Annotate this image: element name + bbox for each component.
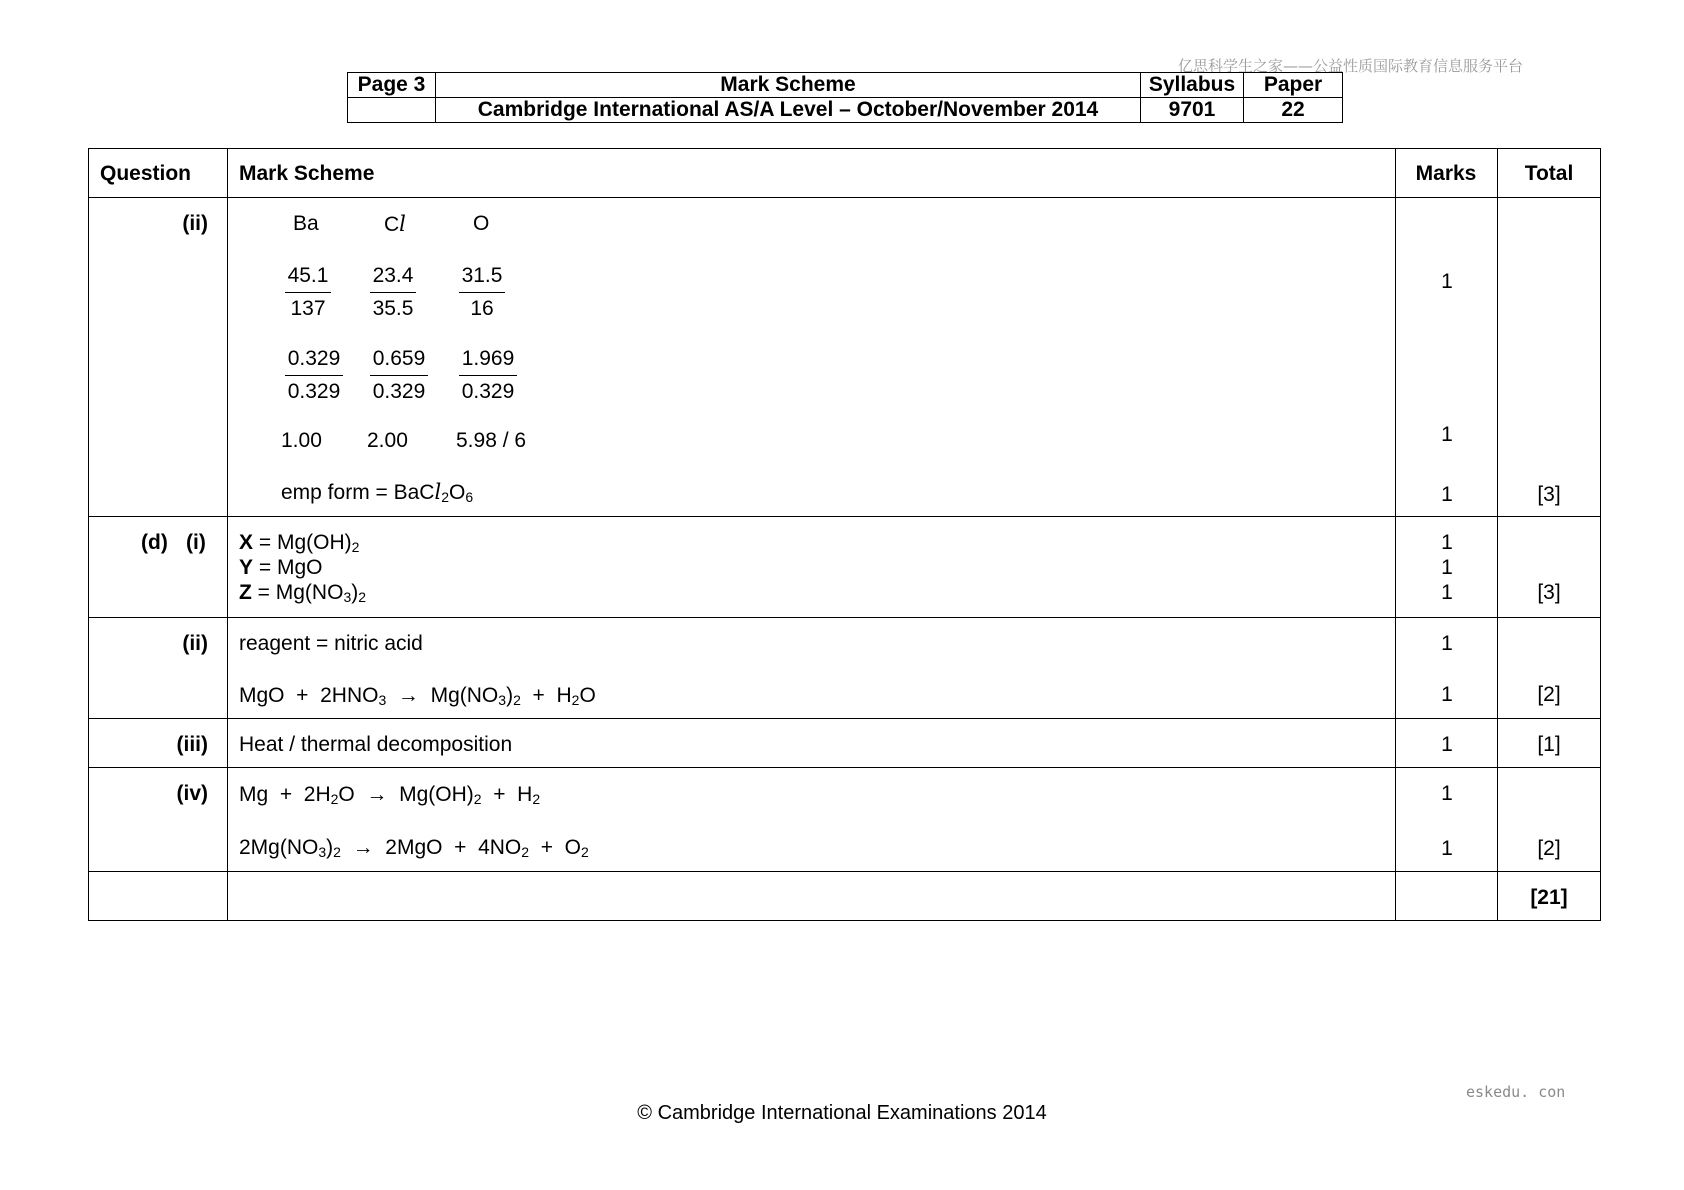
column-divider bbox=[227, 148, 228, 921]
column-header-mark-scheme: Mark Scheme bbox=[239, 162, 375, 185]
row-divider bbox=[88, 718, 1601, 719]
row-divider bbox=[88, 617, 1601, 618]
column-divider bbox=[1395, 148, 1396, 921]
syllabus-code: 9701 bbox=[1141, 98, 1244, 123]
exam-session: Cambridge International AS/A Level – October/November 2014 bbox=[436, 98, 1141, 123]
column-header-question: Question bbox=[100, 162, 192, 185]
question-label: (iii) bbox=[176, 733, 208, 756]
fraction-o-mass: $\frac{31.5}{16}$ bbox=[459, 264, 505, 321]
ratio-cl: 2.00 bbox=[367, 429, 408, 452]
mark: 1 bbox=[1441, 483, 1453, 506]
mark: 1 bbox=[1441, 531, 1453, 554]
watermark-bottom: eskedu. con bbox=[1466, 1083, 1566, 1101]
fraction-ba-moles: $\frac{0.329}{0.329}$ bbox=[285, 347, 343, 404]
ratio-o: 5.98 / 6 bbox=[456, 429, 527, 452]
mark: 1 bbox=[1441, 632, 1453, 655]
paper-label: Paper bbox=[1244, 73, 1343, 98]
fraction-o-moles: $\frac{1.969}{0.329}$ bbox=[459, 347, 517, 404]
column-header-marks: Marks bbox=[1415, 162, 1477, 185]
page-number: Page 3 bbox=[348, 73, 436, 98]
column-divider bbox=[1497, 148, 1498, 921]
mark: 1 bbox=[1441, 423, 1453, 446]
syllabus-label: Syllabus bbox=[1141, 73, 1244, 98]
equation-mgo-nitric-acid: MgO + $2HNO_3 \to Mg(NO_3)_2 + H_2O$ bbox=[239, 684, 596, 708]
fraction-cl-moles: $\frac{0.659}{0.329}$ bbox=[370, 347, 428, 404]
element-cl: Cl bbox=[384, 212, 406, 236]
fraction-cl-mass: $\frac{23.4}{35.5}$ bbox=[370, 264, 416, 321]
question-label: (ii) bbox=[182, 632, 208, 655]
grand-total: [21] bbox=[1530, 886, 1568, 909]
row-divider bbox=[88, 197, 1601, 198]
equation-mg-water: $Mg + 2H_2O \to Mg(OH)_2 + H_2$ bbox=[239, 783, 541, 807]
answer-y: Y = MgO bbox=[239, 556, 323, 579]
copyright-footer: © Cambridge International Examinations 2014 bbox=[637, 1102, 1047, 1124]
answer-z: $Z = Mg(NO_3)_2$ bbox=[239, 581, 367, 605]
mark: 1 bbox=[1441, 270, 1453, 293]
fraction-ba-mass: $\frac{45.1}{137}$ bbox=[285, 264, 331, 321]
mark: 1 bbox=[1441, 683, 1453, 706]
ratio-ba: 1.00 bbox=[281, 429, 322, 452]
header-title: Mark Scheme bbox=[436, 73, 1141, 98]
question-label: (ii) bbox=[182, 212, 208, 235]
question-label-d: (d) bbox=[141, 531, 168, 554]
total: [2] bbox=[1537, 837, 1561, 860]
total: [1] bbox=[1537, 733, 1561, 756]
empty-cell bbox=[348, 98, 436, 123]
answer-x: $X = Mg(OH)_2$ bbox=[239, 531, 360, 555]
element-o: O bbox=[473, 212, 490, 235]
total: [3] bbox=[1537, 483, 1561, 506]
question-label-i: (i) bbox=[186, 531, 206, 554]
row-divider bbox=[88, 767, 1601, 768]
element-ba: Ba bbox=[293, 212, 319, 235]
row-divider bbox=[88, 871, 1601, 872]
answer-heat: Heat / thermal decomposition bbox=[239, 733, 513, 756]
paper-number: 22 bbox=[1244, 98, 1343, 123]
row-divider bbox=[88, 516, 1601, 517]
mark: 1 bbox=[1441, 782, 1453, 805]
page-header-table bbox=[347, 72, 1343, 123]
total: [2] bbox=[1537, 683, 1561, 706]
column-header-total: Total bbox=[1524, 162, 1574, 185]
empirical-formula: emp form = $BaCl_2O_6$ bbox=[281, 480, 474, 505]
equation-nitrate-decomposition: $2Mg(NO_3)_2 \to 2MgO + 4NO_2 + O_2$ bbox=[239, 836, 589, 860]
mark: 1 bbox=[1441, 581, 1453, 604]
question-label: (iv) bbox=[176, 782, 208, 805]
reagent-answer: reagent = nitric acid bbox=[239, 632, 423, 655]
mark: 1 bbox=[1441, 556, 1453, 579]
mark: 1 bbox=[1441, 733, 1453, 756]
watermark-top: 亿思科学生之家——公益性质国际教育信息服务平台 bbox=[1178, 57, 1524, 75]
mark: 1 bbox=[1441, 837, 1453, 860]
total: [3] bbox=[1537, 581, 1561, 604]
